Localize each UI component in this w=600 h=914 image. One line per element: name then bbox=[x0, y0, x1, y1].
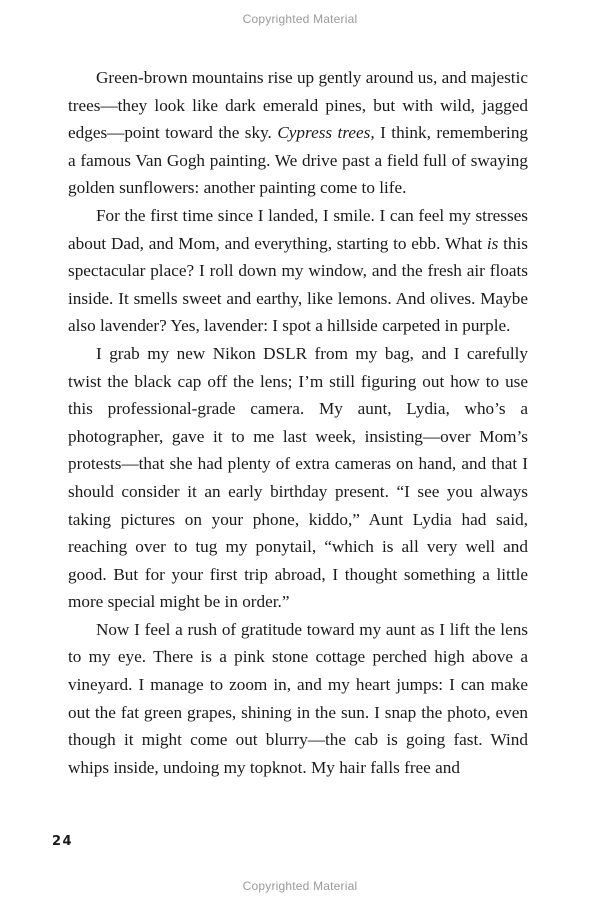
copyright-watermark-bottom: Copyrighted Material bbox=[242, 879, 358, 893]
italic-text: is bbox=[486, 233, 499, 253]
paragraph: Green-brown mountains rise up gently around us, and majestic trees—they look like dark emerald pines, but with wild, jagged edges—point toward the sky. Cypress trees, I think, remembering a famous Van Gogh painting. We drive past a field full of swaying golden sunflowers: another painting come to life. bbox=[68, 68, 529, 198]
paragraph: I grab my new Nikon DSLR from my bag, and I carefully twist the black cap off the lens; I’m still figuring out how to use this professional-grade camera. My aunt, Lydia, who’s a photographer, gave it to me last week, insisting—over Mom’s protests—that she had plenty of extra cameras on hand, and that I should consider it an early birthday present. “I see you always taking pictures on your phone, kiddo,” Aunt Lydia had said, reaching over to tug my ponytail, “which is all very well and good. But for your first trip abroad, I thought something a little more special might be in order.” bbox=[68, 343, 528, 612]
body-text bbox=[68, 64, 528, 781]
paragraph: For the first time since I landed, I smile. I can feel my stresses about Dad, and Mom, and everything, starting to ebb. What is this spectacular place? I roll down my window, and the fresh air floats inside. It smells sweet and earthy, like lemons. And olives. Maybe also lavender? Yes, lavender: I spot a hillside carpeted in purple. bbox=[68, 205, 528, 336]
paragraph: Now I feel a rush of gratitude toward my aunt as I lift the lens to my eye. There is a pink stone cottage perched high above a vineyard. I manage to zoom in, and my heart jumps: I can make out the fat green grapes, shining in the sun. I snap the photo, even though it might come out blurry—the cab is going fast. Wind whips inside, undoing my topknot. My hair falls free and bbox=[68, 619, 528, 777]
page-number: 24 bbox=[52, 834, 74, 849]
italic-text: Cypress trees, bbox=[277, 123, 375, 143]
copyright-watermark-top: Copyrighted Material bbox=[242, 12, 358, 26]
